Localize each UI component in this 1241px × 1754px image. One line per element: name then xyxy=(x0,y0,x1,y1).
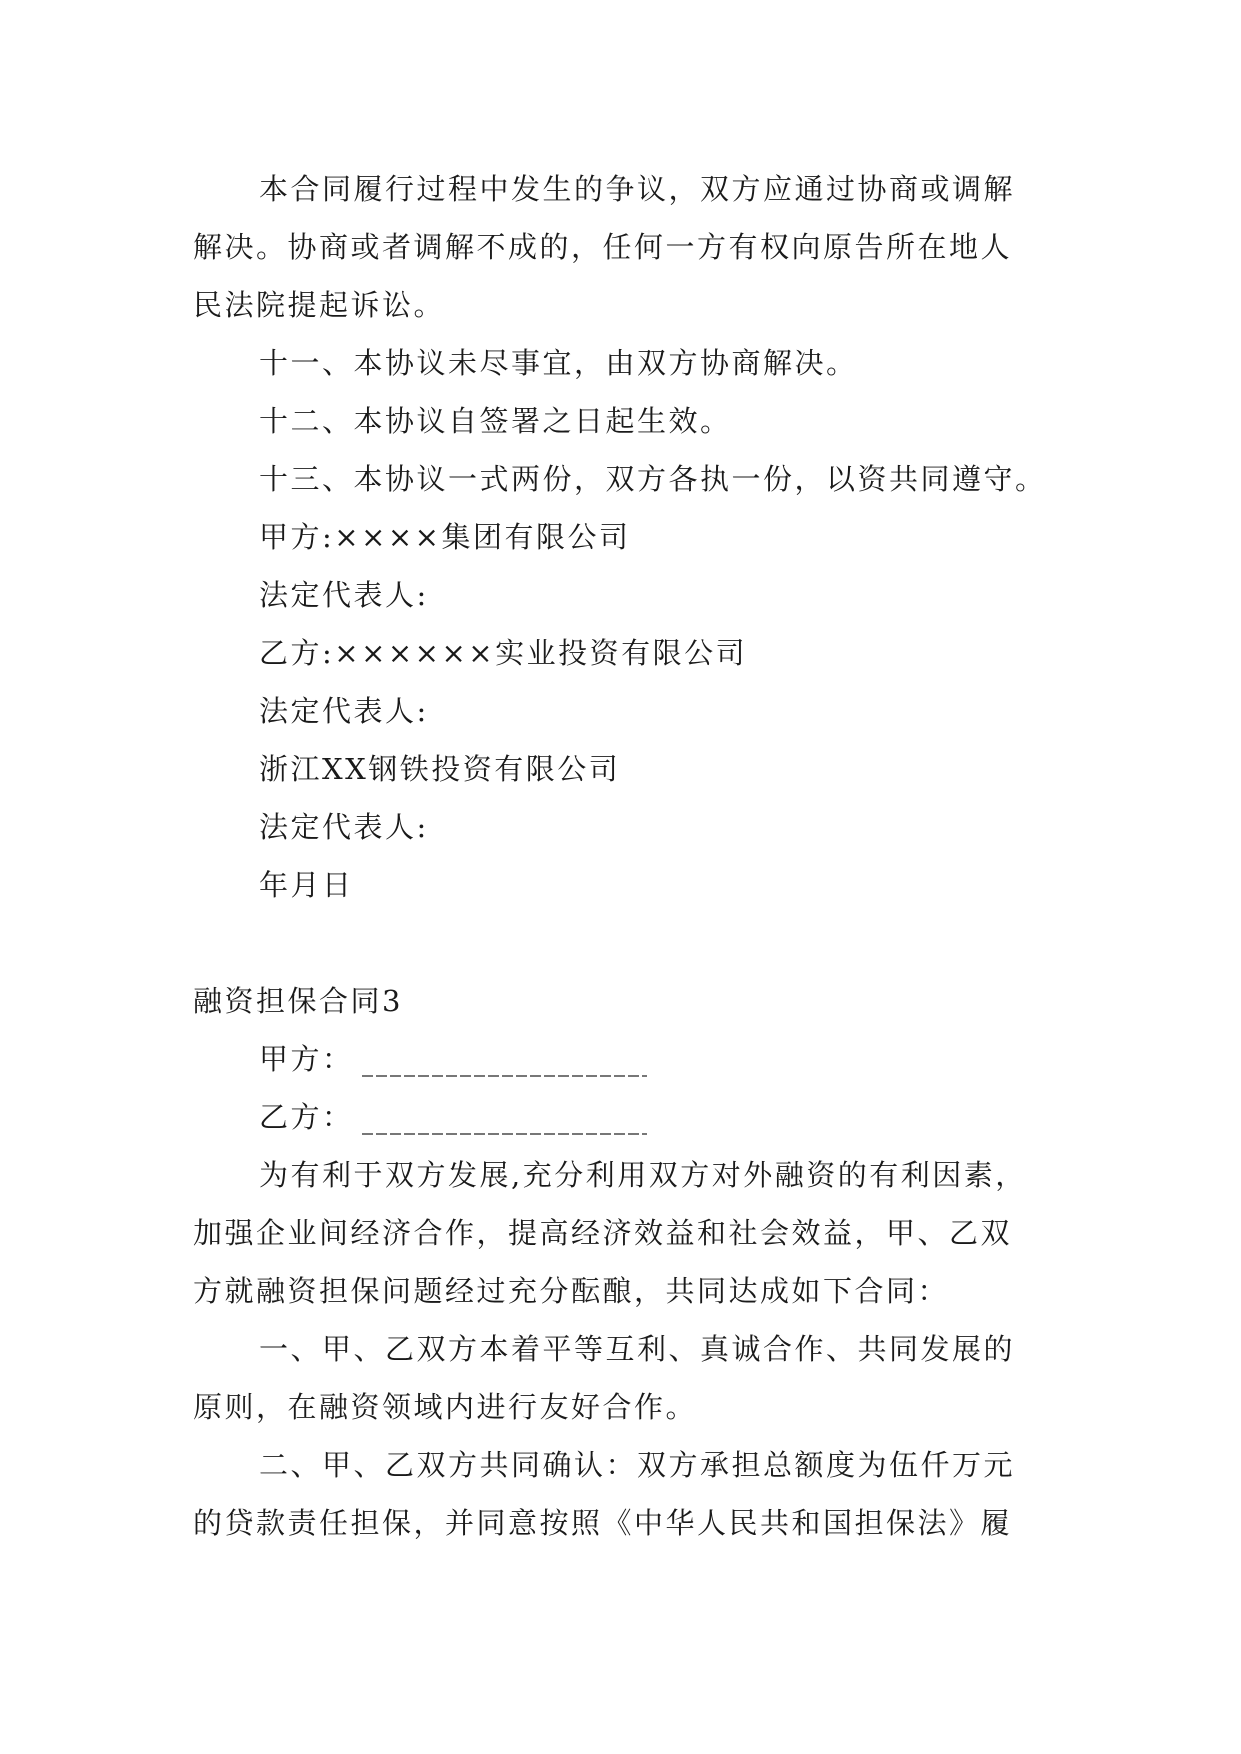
date-line: 年月日 xyxy=(259,868,354,902)
section-gap xyxy=(193,914,1058,972)
intro-line-2: 加强企业间经济合作，提高经济效益和社会效益，甲、乙双 xyxy=(193,1216,1013,1250)
party-b-signature: 乙方:××××××实业投资有限公司 xyxy=(259,636,748,670)
dispute-clause xyxy=(193,160,1058,334)
party-a-signature: 甲方:××××集团有限公司 xyxy=(259,520,631,554)
party-a-representative: 法定代表人: xyxy=(259,578,429,612)
dispute-clause-line-2: 解决。协商或者调解不成的，任何一方有权向原告所在地人 xyxy=(193,230,1013,264)
party-b-blank xyxy=(362,1133,647,1135)
intro-line-3: 方就融资担保问题经过充分酝酿，共同达成如下合同： xyxy=(193,1274,950,1308)
document-content xyxy=(193,160,1058,1552)
dispute-clause-line-3: 民法院提起诉讼。 xyxy=(193,288,446,322)
party-a-blank xyxy=(362,1075,647,1077)
article-2-line-1: 二、甲、乙双方共同确认：双方承担总额度为伍仟万元 xyxy=(259,1448,1016,1482)
party-a-label: 甲方： xyxy=(259,1042,354,1076)
party-b-label: 乙方： xyxy=(259,1100,354,1134)
party-a-field xyxy=(193,1030,1058,1088)
clause-13: 十三、本协议一式两份，双方各执一份，以资共同遵守。 xyxy=(259,462,1047,496)
article-1 xyxy=(193,1320,1058,1436)
article-1-line-2: 原则，在融资领域内进行友好合作。 xyxy=(193,1390,698,1424)
section-title: 融资担保合同3 xyxy=(193,984,403,1018)
party-c-signature: 浙江XX钢铁投资有限公司 xyxy=(259,752,621,786)
article-2-line-2: 的贷款责任担保，并同意按照《中华人民共和国担保法》履 xyxy=(193,1506,1013,1540)
article-2 xyxy=(193,1436,1058,1552)
party-b-representative: 法定代表人: xyxy=(259,694,429,728)
intro-line-1: 为有利于双方发展,充分利用双方对外融资的有利因素， xyxy=(259,1158,1027,1192)
dispute-clause-line-1: 本合同履行过程中发生的争议，双方应通过协商或调解 xyxy=(259,172,1016,206)
article-1-line-1: 一、甲、乙双方本着平等互利、真诚合作、共同发展的 xyxy=(259,1332,1016,1366)
clause-12: 十二、本协议自签署之日起生效。 xyxy=(259,404,732,438)
intro-paragraph xyxy=(193,1146,1058,1320)
party-c-representative: 法定代表人: xyxy=(259,810,429,844)
clause-11: 十一、本协议未尽事宜，由双方协商解决。 xyxy=(259,346,858,380)
party-b-field xyxy=(193,1088,1058,1146)
